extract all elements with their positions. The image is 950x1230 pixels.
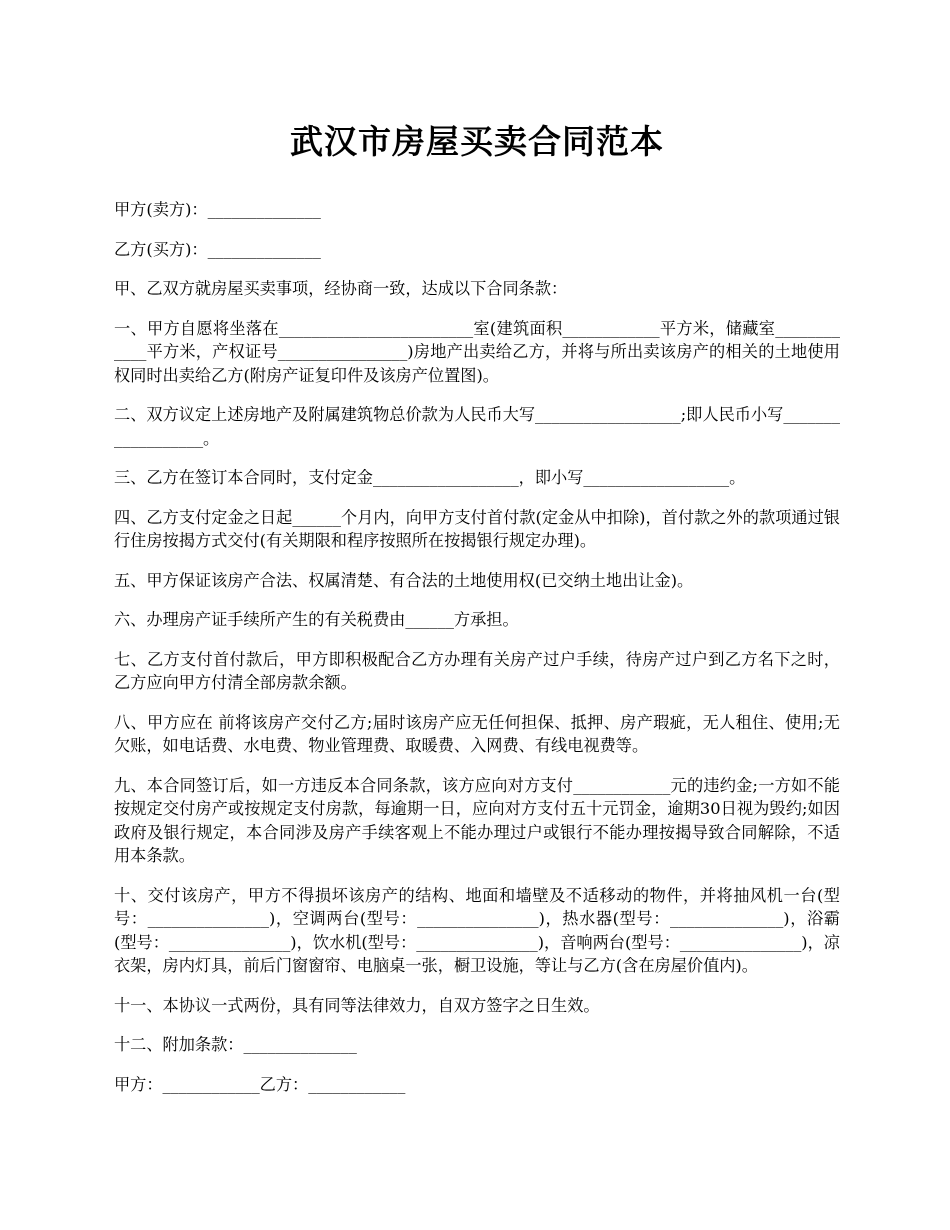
clause-4: 四、乙方支付定金之日起______个月内，向甲方支付首付款(定金从中扣除)，首付款之外的款项通过银行住房按揭方式交付(有关期限和程序按照所在按揭银行规定办理)。 — [114, 507, 840, 550]
party-a-line: 甲方(卖方)：______________ — [114, 200, 321, 219]
clause-1: 一、甲方自愿将坐落在________________________室(建筑面积____________平方米，储藏室____________平方米，产权证号________________)房地产出卖给乙方，并将与所出卖该房产的相关的土地使用权同时出卖给乙方(附房产证复印件及该房产位置图)。 — [114, 318, 840, 385]
party-b-line: 乙方(买方)：______________ — [114, 239, 321, 259]
clause-7: 七、乙方支付首付款后，甲方即积极配合乙方办理有关房产过户手续，待房产过户到乙方名下之时，乙方应向甲方付清全部房款余额。 — [114, 649, 840, 692]
clause-2: 二、双方议定上述房地产及附属建筑物总价款为人民币大写__________________;即人民币小写__________________。 — [114, 405, 840, 448]
clause-9: 九、本合同签订后，如一方违反本合同条款，该方应向对方支付____________元的违约金;一方如不能按规定交付房产或按规定支付房款，每逾期一日，应向对方支付五十元罚金，逾期30日视为毁约;如因政府及银行规定，本合同涉及房产手续客观上不能办理过户或银行不能办理按揭导致合同解除，不适用本条款。 — [114, 775, 840, 865]
clause-11: 十一、本协议一式两份，具有同等法律效力，自双方签字之日生效。 — [114, 995, 600, 1015]
clause-12: 十二、附加条款：______________ — [114, 1035, 357, 1054]
clause-5: 五、甲方保证该房产合法、权属清楚、有合法的土地使用权(已交纳土地出让金)。 — [114, 570, 694, 590]
clause-10: 十、交付该房产，甲方不得损坏该房产的结构、地面和墙壁及不适移动的物件，并将抽风机一台(型号：_______________)，空调两台(型号：_______________)，热水器(型号：______________)，浴霸(型号：_______________)，饮水机(型号：_______________)，音响两台(型号：_______________)，凉衣架，房内灯具，前后门窗窗帘、电脑桌一张，橱卫设施，等让与乙方(含在房屋价值内)。 — [114, 885, 840, 975]
document-title: 武汉市房屋买卖合同范本 — [290, 122, 664, 161]
clause-6: 六、办理房产证手续所产生的有关税费由______方承担。 — [114, 610, 519, 629]
clause-3: 三、乙方在签订本合同时，支付定金__________________，即小写__________________。 — [114, 468, 746, 487]
clause-8: 八、甲方应在 前将该房产交付乙方;届时该房产应无任何担保、抵押、房产瑕疵，无人租住、使用;无欠账，如电话费、水电费、物业管理费、取暖费、入网费、有线电视费等。 — [114, 712, 840, 755]
preamble: 甲、乙双方就房屋买卖事项，经协商一致，达成以下合同条款： — [114, 279, 568, 298]
signature-line: 甲方：____________乙方：____________ — [114, 1074, 406, 1094]
